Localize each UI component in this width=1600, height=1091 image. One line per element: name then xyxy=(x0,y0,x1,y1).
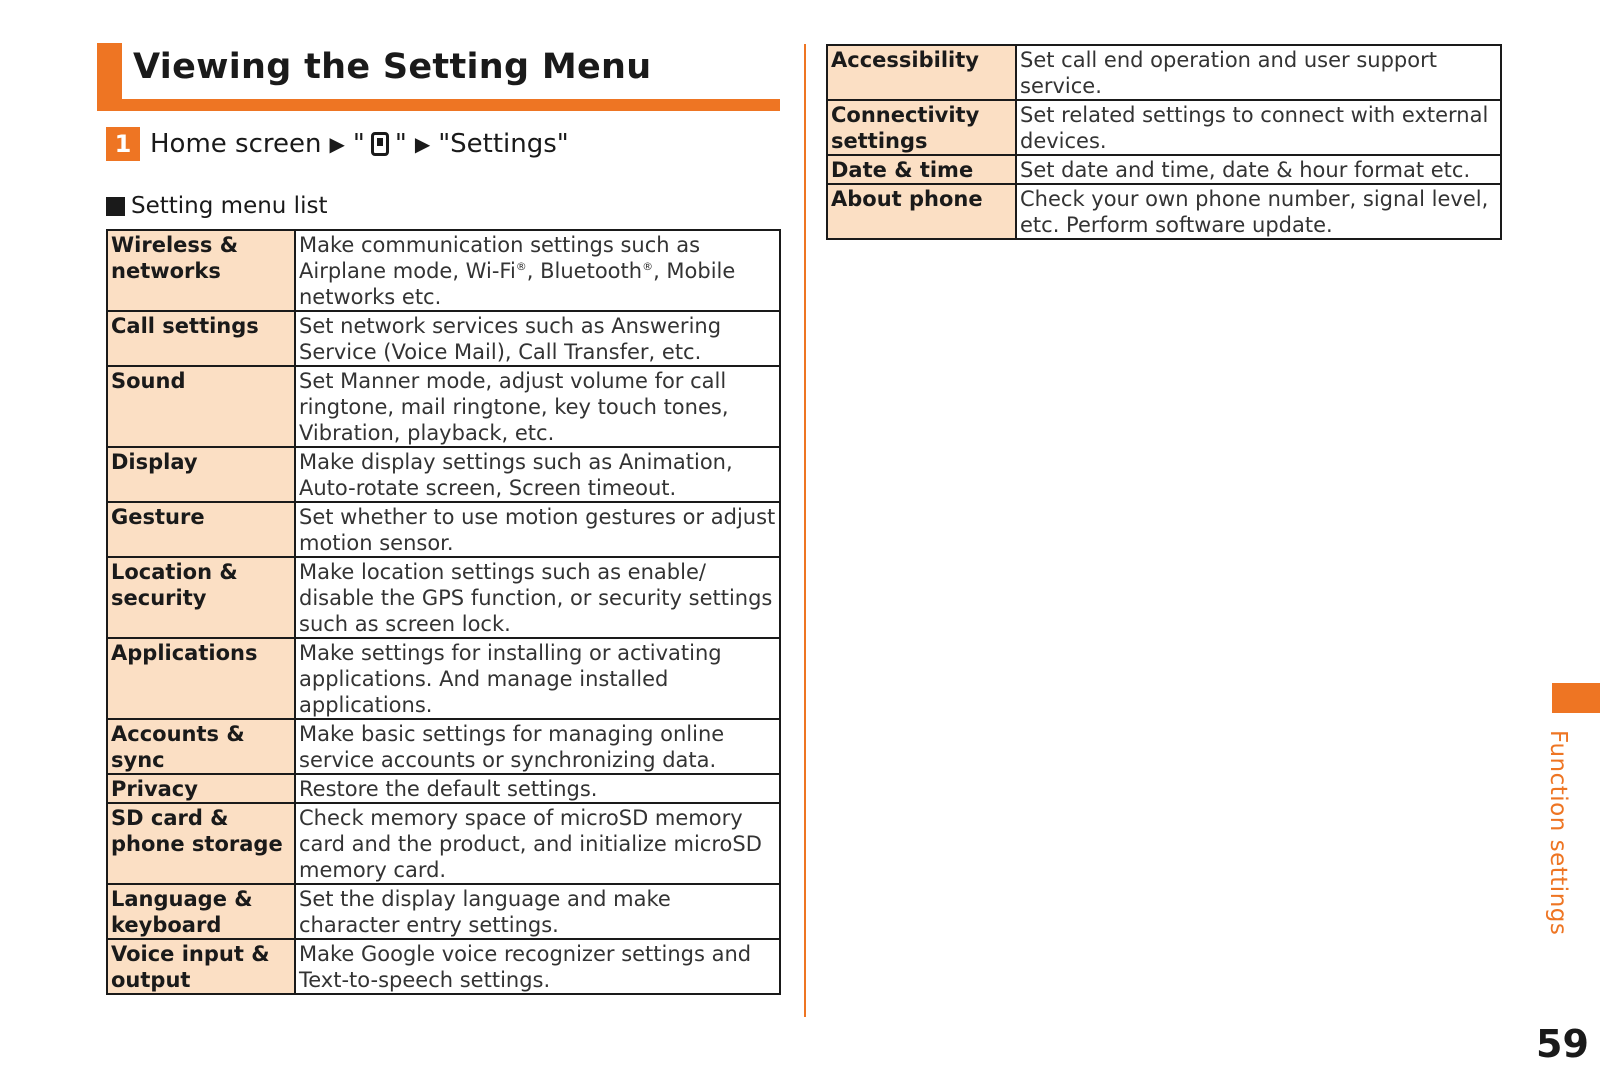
page-number: 59 xyxy=(1536,1022,1589,1066)
setting-name: Voice input & output xyxy=(107,939,295,994)
setting-description: Set related settings to connect with external devices. xyxy=(1016,100,1501,155)
table-row xyxy=(107,311,780,366)
triangle-right-icon: ▶ xyxy=(329,132,345,156)
setting-description: Check memory space of microSD memory card and the product, and initialize microSD memory card. xyxy=(295,803,780,884)
setting-name: Privacy xyxy=(107,774,295,803)
setting-name: Gesture xyxy=(107,502,295,557)
setting-name: Call settings xyxy=(107,311,295,366)
phone-menu-icon xyxy=(371,132,389,156)
table-row xyxy=(107,366,780,447)
title-bar xyxy=(97,43,780,111)
setting-description: Make settings for installing or activating applications. And manage installed applications. xyxy=(295,638,780,719)
section-label xyxy=(106,193,327,219)
setting-menu-table-left xyxy=(106,229,781,995)
setting-description: Set whether to use motion gestures or adjust motion sensor. xyxy=(295,502,780,557)
section-label-text: Setting menu list xyxy=(131,193,328,219)
table-row xyxy=(107,638,780,719)
setting-description: Set Manner mode, adjust volume for call ringtone, mail ringtone, key touch tones, Vibration, playback, etc. xyxy=(295,366,780,447)
table-row xyxy=(107,502,780,557)
step-1 xyxy=(106,124,569,164)
quote-close: " xyxy=(394,129,407,159)
setting-name: Location & security xyxy=(107,557,295,638)
table-row xyxy=(107,447,780,502)
table-row xyxy=(107,939,780,994)
setting-description: Make basic settings for managing online service accounts or synchronizing data. xyxy=(295,719,780,774)
setting-name: Accounts & sync xyxy=(107,719,295,774)
table-row xyxy=(107,230,780,311)
title-underline xyxy=(97,99,780,111)
setting-description: Set network services such as Answering Service (Voice Mail), Call Transfer, etc. xyxy=(295,311,780,366)
setting-name: Language & keyboard xyxy=(107,884,295,939)
setting-description: Make location settings such as enable/ disable the GPS function, or security settings such as screen lock. xyxy=(295,557,780,638)
setting-name: Applications xyxy=(107,638,295,719)
setting-menu-table-right xyxy=(826,44,1502,240)
table-row xyxy=(827,184,1501,239)
table-row xyxy=(107,719,780,774)
setting-description: Set call end operation and user support service. xyxy=(1016,45,1501,100)
setting-name: Accessibility xyxy=(827,45,1016,100)
setting-description: Check your own phone number, signal level, etc. Perform software update. xyxy=(1016,184,1501,239)
setting-name: Date & time xyxy=(827,155,1016,184)
triangle-right-icon: ▶ xyxy=(414,132,431,156)
column-divider xyxy=(804,44,806,1017)
setting-name: SD card & phone storage xyxy=(107,803,295,884)
setting-name: Display xyxy=(107,447,295,502)
table-row xyxy=(827,155,1501,184)
quote-open: " xyxy=(352,129,365,159)
setting-name: Wireless & networks xyxy=(107,230,295,311)
setting-name: About phone xyxy=(827,184,1016,239)
setting-description: Make communication settings such as Airplane mode, Wi-Fi®, Bluetooth®, Mobile networks etc. xyxy=(295,230,780,311)
side-label: Function settings xyxy=(1545,730,1571,936)
step-number: 1 xyxy=(106,127,140,161)
setting-description: Set date and time, date & hour format etc. xyxy=(1016,155,1501,184)
setting-name: Connectivity settings xyxy=(827,100,1016,155)
page-title: Viewing the Setting Menu xyxy=(133,47,652,87)
table-row xyxy=(107,803,780,884)
table-row xyxy=(827,100,1501,155)
table-row xyxy=(107,884,780,939)
setting-description: Make Google voice recognizer settings and Text-to-speech settings. xyxy=(295,939,780,994)
table-row xyxy=(827,45,1501,100)
setting-name: Sound xyxy=(107,366,295,447)
setting-description: Set the display language and make character entry settings. xyxy=(295,884,780,939)
side-tab xyxy=(1552,683,1600,713)
table-row xyxy=(107,557,780,638)
step-settings: "Settings" xyxy=(438,129,569,159)
table-row xyxy=(107,774,780,803)
step-home-screen: Home screen xyxy=(150,129,322,159)
setting-description: Make display settings such as Animation, Auto-rotate screen, Screen timeout. xyxy=(295,447,780,502)
square-bullet-icon xyxy=(106,197,125,216)
setting-description: Restore the default settings. xyxy=(295,774,780,803)
